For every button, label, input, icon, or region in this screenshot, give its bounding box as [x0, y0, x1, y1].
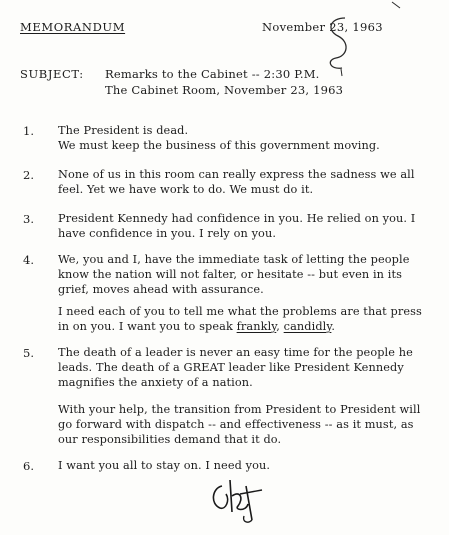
- item-4-followup-text: [58, 304, 436, 334]
- item-6-text: I want you all to stay on. I need you.: [58, 459, 271, 472]
- word-frankly: frankly: [236, 320, 277, 333]
- item-number: 6.: [23, 459, 34, 473]
- period: .: [331, 320, 336, 333]
- item-number: 5.: [23, 346, 34, 360]
- item-3-text: President Kennedy had confidence in you. He relied on you. I have confidence in you. I rely on you.: [58, 212, 416, 240]
- item-number: 1.: [23, 124, 34, 138]
- subject-line-1: Remarks to the Cabinet -- 2:30 P.M.: [105, 67, 320, 81]
- memo-date: November 23, 1963: [262, 20, 383, 34]
- item-number: 2.: [23, 168, 34, 182]
- item-4-followup-lead: I need each of you to tell me what the problems are that press in on you. I want you to speak: [58, 305, 422, 333]
- word-candidly: candidly: [283, 320, 332, 333]
- item-number: 4.: [23, 253, 34, 267]
- item-2-text: None of us in this room can really express the sadness we all feel. Yet we have work to do. We must do it.: [58, 168, 415, 196]
- subject-label: SUBJECT:: [20, 67, 84, 81]
- item-5-text: The death of a leader is never an easy time for the people he leads. The death of a GREAT leader like President Kennedy magnifies the anxiety of a nation.: [58, 346, 413, 389]
- item-4-text: We, you and I, have the immediate task of letting the people know the nation will not falter, or hesitate -- but even in its grief, moves ahead with assurance.: [58, 253, 410, 296]
- item-1-text: The President is dead. We must keep the business of this government moving.: [58, 124, 380, 152]
- subject-line-2: The Cabinet Room, November 23, 1963: [105, 83, 344, 97]
- memo-title: MEMORANDUM: [20, 20, 126, 34]
- item-number: 3.: [23, 212, 34, 226]
- comma-separator: ,: [276, 320, 284, 333]
- item-5-followup-text: With your help, the transition from President to President will go forward with dispatch -- and effectiveness -- as it must, as our responsibilities demand that it do.: [58, 403, 421, 446]
